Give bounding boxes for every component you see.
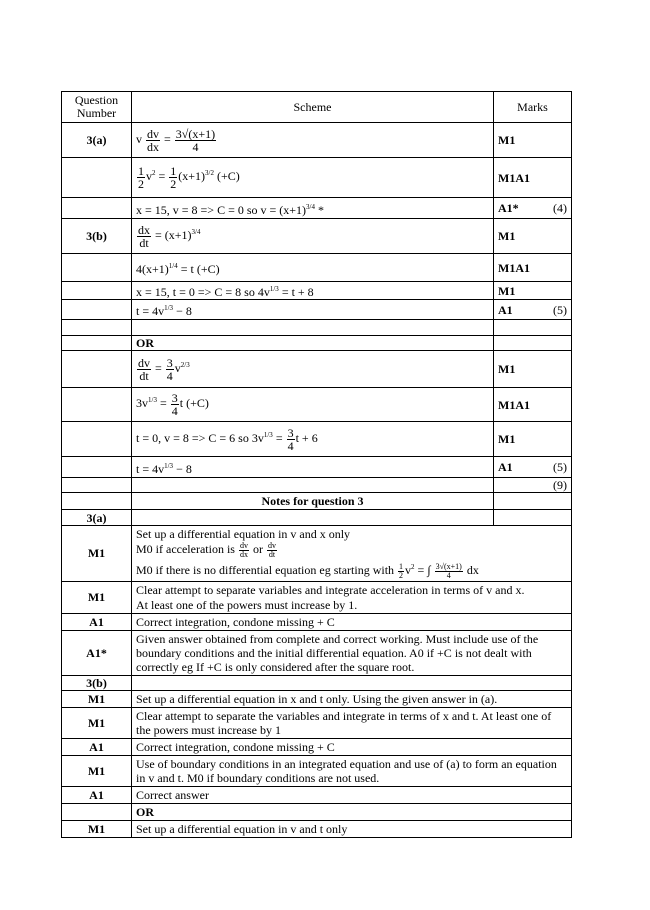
note-text [132,690,572,707]
math-text: * [315,202,324,217]
math-expression [136,583,525,597]
math-expression [136,425,318,453]
notes-section-row [62,510,572,526]
empty-cell [62,493,132,510]
mark-total: (4) [553,201,567,215]
note-mark: A1 [62,786,132,803]
fraction [146,128,160,153]
question-number-cell [62,320,132,336]
math-expression [136,788,209,802]
table-header [62,92,572,123]
scheme-cell [132,320,494,336]
numerator: 1 [399,561,404,571]
exponent: 1/3 [263,430,273,439]
note-line [136,692,567,706]
marks-content [498,261,567,275]
note-mark: M1 [62,690,132,707]
math-text: Correct integration, condone missing + C [136,739,335,754]
math-text: Set up a differential equation in x and t only. Using the given answer in (a). [136,691,498,706]
fraction [169,165,177,190]
scheme-row [62,254,572,282]
math-expression [136,304,192,318]
note-line [136,788,567,802]
note-text [132,755,572,786]
math-expression [136,822,347,836]
note-mark: A1* [62,630,132,675]
denominator: 2 [170,177,177,191]
fraction [267,542,277,559]
scheme-row [62,457,572,478]
numerator: 3 [166,355,173,370]
note-text [132,581,572,613]
scheme-cell [132,300,494,320]
notes-section-row [62,675,572,690]
marks-cell [494,282,572,300]
scheme-row [62,198,572,219]
note-line [136,805,567,819]
math-expression [136,757,557,785]
numerator: 3 [171,391,178,405]
math-expression [136,632,538,674]
numerator: 3√(x+1) [435,561,462,571]
scheme-row [62,351,572,388]
math-expression [136,740,335,754]
note-line [136,822,567,836]
math-expression [136,262,220,276]
math-expression [136,527,350,541]
math-text: − 8 [173,304,192,318]
scheme-row [62,123,572,158]
math-text: v [136,131,145,146]
note-line [136,598,567,612]
note-row [62,803,572,820]
note-line [136,527,567,541]
marks-content [498,229,567,243]
numerator: 3 [287,425,294,440]
marks-content [498,432,567,446]
numerator: 1 [170,164,177,178]
scheme-row [62,388,572,422]
scheme-cell [132,254,494,282]
exponent: 1/3 [164,461,174,470]
denominator: 2 [138,177,144,191]
notes-section-label: 3(b) [62,675,132,690]
note-row [62,613,572,630]
math-text: = [161,131,174,146]
fraction [166,357,174,382]
mark-code: M1A1 [498,260,530,275]
fraction [175,128,216,153]
marks-cell [494,457,572,478]
math-expression [136,164,240,191]
math-text: = t (+C) [177,262,220,276]
marks-cell [494,351,572,388]
scheme-cell [132,282,494,300]
scheme-row [62,478,572,493]
marks-cell [494,336,572,351]
scheme-cell [132,123,494,158]
question-number-cell [62,198,132,219]
math-text: 4(x+1) [136,262,169,276]
math-text: 3v [136,396,148,411]
exponent: 2/3 [180,360,190,369]
math-text: t + 6 [295,430,318,445]
math-text: or [249,542,266,557]
note-text [132,786,572,803]
question-number-cell: 3(b) [62,219,132,254]
math-text: Given answer obtained from complete and correct working. Must include use of the boundary conditions and the initial differential equation. A0 if +C is not dealt with correctly eg If +C is only considered after the square root. [136,631,539,674]
marks-cell [494,320,572,336]
mark-code: A1 [498,460,513,474]
note-mark: M1 [62,755,132,786]
math-text: OR [136,804,154,819]
marks-cell [494,300,572,320]
note-line [136,560,567,580]
math-expression [136,203,324,217]
scheme-row [62,158,572,198]
numerator: dv [267,541,276,550]
note-mark: M1 [62,526,132,582]
scheme-row [62,300,572,320]
denominator: dx [239,550,248,559]
question-number-cell [62,478,132,493]
marks-cell [494,422,572,457]
scheme-row [62,336,572,351]
numerator: 1 [138,164,144,178]
math-text: Set up a differential equation in v and t only [136,821,348,836]
math-text: = [156,396,170,411]
scheme-row [62,282,572,300]
scheme-cell [132,478,494,493]
empty-cell [494,510,572,526]
denominator: dt [268,550,276,559]
math-text: t = 4v [136,461,165,476]
marks-content [498,460,567,474]
mark-code: A1* [498,201,519,215]
question-number-cell [62,300,132,320]
scheme-row [62,320,572,336]
exponent: 2 [411,563,415,571]
marks-cell [494,158,572,198]
question-number-cell [62,457,132,478]
math-text: x = 15, v = 8 => C = 0 so v = (x+1) [136,202,307,217]
denominator: dt [139,235,149,250]
denominator: 4 [171,404,178,418]
marks-content [498,478,567,492]
exponent: 1/3 [164,304,174,312]
marks-content [498,398,567,412]
note-text [132,738,572,755]
mark-scheme-table [61,91,572,838]
mark-code: M1 [498,283,516,298]
math-expression [136,222,201,250]
math-text: Correct integration, condone missing + C [136,614,335,629]
mark-total: (5) [553,302,567,317]
math-text: Clear attempt to separate variables and integrate acceleration in terms of v and x. [136,582,525,597]
note-mark: M1 [62,820,132,837]
denominator: 4 [446,570,451,580]
note-row [62,738,572,755]
mark-code: M1A1 [498,397,530,412]
math-text: Correct answer [136,787,209,802]
exponent: 1/3 [148,396,157,405]
math-text: t (+C) [179,396,209,411]
note-row [62,630,572,675]
note-row [62,526,572,582]
question-number-cell [62,254,132,282]
note-row [62,820,572,837]
math-text: dx [463,563,479,577]
empty-cell [132,510,494,526]
fraction [435,563,463,580]
numerator: dx [138,222,150,237]
math-text: Use of boundary conditions in an integrated equation and use of (a) to form an equation in v and t. M0 if boundary conditions are not used. [136,756,557,785]
math-text: M0 if acceleration is [136,542,238,557]
question-number-cell [62,336,132,351]
math-text: (+C) [214,169,240,184]
note-text [132,803,572,820]
numerator: dv [138,355,150,370]
math-text: = [155,169,169,184]
note-text [132,526,572,582]
marks-cell [494,123,572,158]
mark-total: (5) [553,460,567,474]
math-expression [136,541,278,559]
math-expression [136,615,335,629]
math-text: = ∫ [414,563,434,577]
fraction [287,427,295,452]
math-expression [136,355,190,383]
denominator: 2 [399,570,404,580]
exponent: 3/4 [306,202,315,211]
header-scheme: Scheme [132,92,494,123]
marks-cell [494,478,572,493]
notes-section-label: 3(a) [62,510,132,526]
scheme-cell [132,219,494,254]
note-line [136,583,567,597]
question-number-cell [62,351,132,388]
math-expression [136,709,551,737]
fraction [398,563,404,580]
denominator: dt [139,368,149,383]
denominator: dx [147,139,159,154]
note-line [136,757,567,785]
marks-content [498,133,567,147]
scheme-cell [132,457,494,478]
note-line [136,740,567,754]
note-mark [62,803,132,820]
note-row [62,581,572,613]
numerator: 3√(x+1) [175,126,216,141]
mark-total: (9) [553,478,567,492]
note-row [62,786,572,803]
fraction [171,392,179,417]
note-text [132,820,572,837]
math-text: v [146,169,152,184]
math-expression [136,561,479,580]
math-text: At least one of the powers must increase by 1. [136,597,358,612]
denominator: 4 [287,438,294,453]
scheme-cell: OR [132,336,494,351]
math-expression [136,805,154,819]
note-line [136,542,567,559]
exponent: 2 [152,169,156,178]
mark-code: M1 [498,362,516,376]
question-number-cell [62,422,132,457]
marks-cell [494,219,572,254]
marks-cell [494,388,572,422]
math-expression [136,462,192,476]
note-text [132,630,572,675]
note-mark: A1 [62,613,132,630]
note-row [62,755,572,786]
exponent: 1/4 [168,262,178,270]
math-text: (x+1) [178,169,206,184]
note-mark: A1 [62,738,132,755]
mark-code: M1 [498,432,516,446]
note-mark: M1 [62,581,132,613]
exponent: 1/3 [269,285,279,293]
math-expression [136,598,357,612]
math-text: Clear attempt to separate the variables and integrate in terms of x and t. At least one of the powers must increase by 1 [136,708,552,737]
mark-code: M1A1 [498,170,530,185]
note-text [132,613,572,630]
scheme-row [62,219,572,254]
marks-content [498,362,567,376]
mark-code: M1 [498,133,516,147]
marks-cell [494,254,572,282]
note-line [136,709,567,737]
numerator: dv [147,126,159,141]
question-number-cell [62,388,132,422]
note-text [132,707,572,738]
note-mark: M1 [62,707,132,738]
marks-content [498,303,567,317]
question-number-cell: 3(a) [62,123,132,158]
math-text: = [152,360,165,375]
header-question-number: Question Number [62,92,132,123]
math-expression [136,285,314,299]
math-text: − 8 [173,461,192,476]
exponent: 3/2 [205,169,214,178]
marks-cell [494,198,572,219]
empty-cell [132,675,572,690]
marks-content [498,201,567,215]
exponent: 3/4 [191,227,201,236]
math-text: x = 15, t = 0 => C = 8 so 4v [136,285,270,299]
math-text: v [174,360,181,375]
math-text: t = 4v [136,304,165,318]
scheme-cell [132,422,494,457]
note-line [136,615,567,629]
marks-content [498,171,567,185]
note-line [136,632,567,674]
note-row [62,707,572,738]
note-row [62,690,572,707]
scheme-cell [132,388,494,422]
header-marks: Marks [494,92,572,123]
notes-title-row [62,493,572,510]
math-text: t = 0, v = 8 => C = 6 so 3v [136,430,264,445]
marks-content [498,284,567,298]
question-number-cell [62,158,132,198]
denominator: 4 [192,139,199,154]
notes-title: Notes for question 3 [132,493,494,510]
math-text: = (x+1) [152,227,192,242]
math-text: M0 if there is no differential equation eg starting with [136,563,398,577]
math-text: Set up a differential equation in v and x only [136,527,351,541]
fraction [137,165,145,190]
fraction [137,357,151,382]
question-number-cell [62,282,132,300]
math-expression [136,692,497,706]
scheme-cell [132,158,494,198]
math-expression [136,391,209,418]
mark-code: M1 [498,229,516,243]
fraction [137,224,151,249]
math-text: = t + 8 [278,285,314,299]
mark-code: A1 [498,302,513,317]
fraction [239,542,249,559]
scheme-row [62,422,572,457]
denominator: 4 [166,368,173,383]
math-text: = [272,430,286,445]
empty-cell [494,493,572,510]
math-text: v [405,563,412,577]
scheme-cell [132,351,494,388]
numerator: dv [239,541,248,550]
math-expression [136,126,217,154]
scheme-cell [132,198,494,219]
